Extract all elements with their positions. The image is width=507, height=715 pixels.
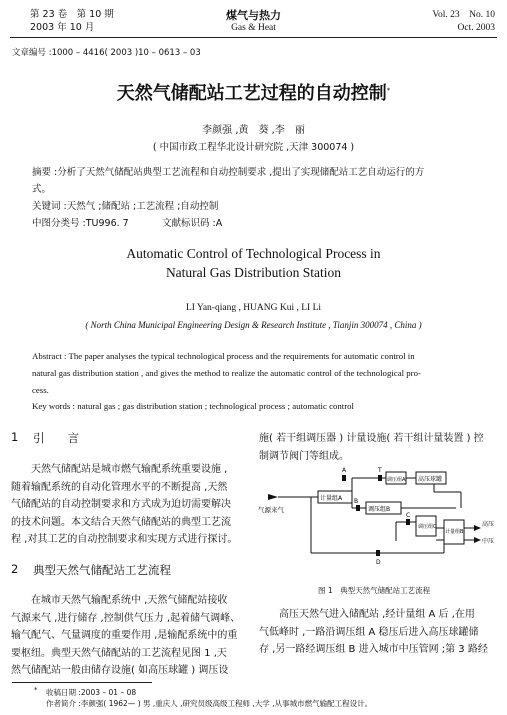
affiliation-cn: ( 中国市政工程华北设计研究院 ,天津 300074 ) — [152, 142, 355, 153]
article-id: 文章编号 :1000 – 4416( 2003 )10 – 0613 – 03 — [12, 48, 201, 58]
diagram-label-tank: 高压球罐 — [418, 476, 443, 483]
section1-line: 随着输配系统的自动化管理水平的不断提高 ,天然 — [11, 481, 228, 493]
right-col-bottom — [259, 606, 488, 659]
figure-caption: 图 1 典型天然气储配站工艺流程 — [318, 586, 431, 595]
affiliation-en: ( North China Municipal Engineering Design & Research Institute , Tianjin 300074 , China ) — [85, 320, 422, 330]
abstract-en-line2: natural gas distribution station , and gives the method to realize the automatic control of the technological pro- — [32, 368, 421, 378]
header-vol-no: Vol. 23 No. 10 — [432, 10, 495, 20]
footnote-author-bio: 作者简介 :李颜强( 1962— ) 男 ,重庆人 ,研究员级高级工程师 ,大学 ,从事城市燃气输配工程设计。 — [46, 699, 373, 708]
title-en-line1: Automatic Control of Technological Process in — [126, 246, 381, 261]
diagram-label-source: 气源来气 — [258, 506, 284, 514]
section2-title: 典型天然气储配站工艺流程 — [33, 563, 171, 577]
section1-line: 气储配站的自动控制要求和方式成为迫切需要解决 — [11, 499, 231, 510]
right-col-line: 高压天然气进入储配站 ,经计量组 A 后 ,在用 — [259, 609, 475, 620]
section1-line: 程 ,对其工艺的自动控制要求和实现方式进行探讨。 — [11, 534, 238, 545]
abstract-cn-line1: 摘要 :分析了天然气储配站典型工艺流程和自动控制要求 ,提出了实现储配站工艺自动运行的方 — [32, 167, 425, 178]
diagram-label-reg-a: 调压组A — [387, 477, 406, 483]
abstract-en-line1: Abstract : The paper analyses the typical technological process and the requirements for automatic control in — [32, 351, 415, 361]
header-date-en: Oct. 2003 — [457, 23, 495, 33]
right-col-line: 存 ,另一路经调压组 B 进入城市中压管网 ;第 3 路经 — [259, 644, 488, 655]
footnote-received: 收稿日期 :2003 – 01 – 08 — [46, 688, 137, 697]
section1-line: 的技术问题。本文结合天然气储配站的典型工艺流 — [11, 516, 231, 528]
title-footnote-mark: * — [386, 86, 391, 95]
title-en-line2: Natural Gas Distribution Station — [165, 265, 342, 280]
section2-line: 输气配气、气量调度的重要作用 ,是输配系统中的重 — [11, 630, 238, 641]
header-rule — [10, 37, 497, 38]
header-journal-en: Gas & Heat — [231, 23, 276, 33]
section2-number: 2 — [11, 562, 19, 576]
right-col-top — [259, 430, 484, 465]
section2-line: 在城市天然气输配系统中 ,天然气储配站接收 — [11, 595, 228, 606]
footnote-rule — [12, 682, 152, 683]
diagram-label-meter-a: 计量组A — [320, 495, 343, 502]
document-code: 文献标识码 :A — [162, 218, 223, 229]
authors-en: LI Yan-qiang , HUANG Kui , LI Li — [185, 303, 322, 313]
section2-body — [11, 592, 240, 680]
footnote-star: * — [34, 686, 38, 694]
authors-cn: 李颜强 ,黄 葵 ,李 丽 — [202, 125, 305, 136]
diagram-label-high-pressure: 高压 — [482, 521, 495, 528]
diagram-label-medium-pressure: 中压 — [482, 538, 495, 545]
right-col-line: 制调节阀门等组成。 — [259, 450, 349, 462]
abstract-cn-line2: 式。 — [32, 184, 52, 195]
section2-line: 气源来气 ,进行储存 ,控制供气压力 ,起着储气调峰、 — [11, 612, 241, 624]
section2-line: 然气储配站一般由储存设施( 如高压球罐 ) 调压设 — [11, 665, 229, 676]
section2-line: 要枢纽。典型天然气储配站的工艺流程见图 1 ,天 — [11, 647, 227, 659]
abstract-en-line3: cess. — [32, 385, 49, 395]
diagram-label-reg-b: 调压组B — [368, 506, 391, 513]
diagram-label-valve-d: D — [376, 559, 381, 566]
diagram-label-reg-c: 调压组C — [418, 524, 437, 530]
section1-title: 引 言 — [33, 431, 79, 445]
section1-line: 天然气储配站是城市燃气输配系统重要设施 , — [11, 464, 228, 475]
diagram-label-valve-c: C — [406, 512, 411, 519]
section1-number: 1 — [11, 430, 19, 444]
right-col-line: 气低峰时 ,一路沿调压组 A 稳压后进入高压球罐储 — [259, 626, 479, 638]
title-cn-wrap — [0, 79, 507, 105]
clc-number: 中图分类号 :TU996. 7 — [32, 218, 129, 229]
title-cn: 天然气储配站工艺过程的自动控制 — [116, 83, 387, 104]
process-flow-diagram — [256, 466, 496, 576]
section1-body — [11, 461, 237, 549]
header-date: 2003 年 10 月 — [30, 22, 95, 33]
diagram-label-valve-a: A — [342, 467, 347, 474]
header-volume-issue: 第 23 卷 第 10 期 — [30, 9, 114, 20]
keywords-cn: 关键词 :天然气 ;储配站 ;工艺流程 ;自动控制 — [32, 201, 219, 212]
diagram-label-valve-t: T — [378, 467, 382, 474]
diagram-label-meter-b: 计量组B — [445, 529, 464, 535]
keywords-en: Key words : natural gas ; gas distribution station ; technological process ; automatic control — [32, 401, 354, 411]
header-journal-cn: 煤气与热力 — [226, 9, 281, 22]
diagram-label-valve-b: B — [354, 498, 359, 505]
right-col-line: 施( 若干组调压器 ) 计量设施( 若干组计量装置 ) 控 — [259, 433, 484, 444]
